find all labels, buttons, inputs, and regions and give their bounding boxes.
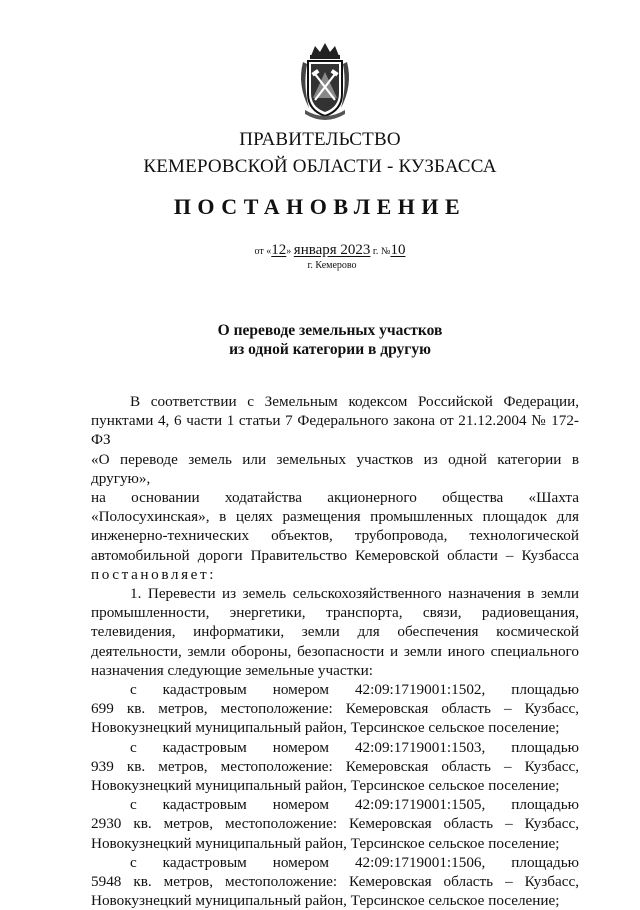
body-line: 699 кв. метров, местоположение: Кемеровская область – Кузбасс,: [91, 700, 579, 718]
body-line: «Полосухинская», в целях размещения промышленных площадок для: [91, 508, 579, 526]
body-line: инженерно-технических объектов, трубопровода, технологической: [91, 527, 579, 545]
government-name-line1: ПРАВИТЕЛЬСТВО: [239, 129, 401, 150]
coat-of-arms-emblem: [295, 40, 355, 120]
body-line: 1. Перевести из земель сельскохозяйственного назначения в земли: [130, 585, 579, 603]
body-line: Новокузнецкий муниципальный район, Терсинское сельское поселение;: [91, 834, 560, 852]
body-line: Новокузнецкий муниципальный район, Терсинское сельское поселение;: [91, 719, 560, 737]
subject-line2: из одной категории в другую: [229, 341, 431, 358]
body-line: с кадастровым номером 42:09:1719001:1506, площадью: [130, 853, 579, 871]
city-name: г. Кемерово: [307, 260, 357, 271]
date-close-quote: »: [286, 246, 292, 257]
body-line: с кадастровым номером 42:09:1719001:1503, площадью: [130, 738, 579, 756]
body-line-decree: постановляет:: [91, 565, 217, 583]
body-line: назначения следующие земельные участки:: [91, 661, 373, 679]
date-year-suffix: г.: [372, 246, 379, 257]
document-number: 10: [390, 242, 406, 258]
subject-line1: О переводе земельных участков: [217, 322, 443, 339]
body-line: с кадастровым номером 42:09:1719001:1502, площадью: [130, 681, 579, 699]
body-line: В соответствии с Земельным кодексом Российской Федерации,: [130, 393, 579, 410]
body-line: 2930 кв. метров, местоположение: Кемеровская область – Кузбасс,: [91, 815, 579, 833]
date-month-year: января 2023: [293, 242, 371, 258]
government-name-line2: КЕМЕРОВСКОЙ ОБЛАСТИ - КУЗБАССА: [143, 156, 497, 177]
body-line: Новокузнецкий муниципальный район, Терсинское сельское поселение;: [91, 777, 560, 795]
date-day: 12: [271, 242, 287, 258]
body-line: промышленности, энергетики, транспорта, связи, радиовещания,: [91, 604, 579, 622]
body-line: «О переводе земель или земельных участков из одной категории в другую»,: [91, 450, 579, 487]
document-body: [91, 392, 579, 910]
body-line: телевидения, информатики, земли для обеспечения космической: [91, 623, 579, 641]
body-line: 939 кв. метров, местоположение: Кемеровская область – Кузбасс,: [91, 757, 579, 775]
body-line: на основании ходатайства акционерного общества «Шахта: [91, 489, 579, 507]
body-line: автомобильной дороги Правительство Кемеровской области – Кузбасса: [91, 546, 579, 564]
number-sign: №: [380, 246, 391, 257]
document-type-title: ПОСТАНОВЛЕНИЕ: [173, 194, 467, 219]
body-line: Новокузнецкий муниципальный район, Терсинское сельское поселение;: [91, 892, 560, 910]
body-line: 5948 кв. метров, местоположение: Кемеровская область – Кузбасс,: [91, 873, 579, 891]
document-subject: [0, 321, 640, 359]
date-prefix: от «: [254, 246, 272, 257]
body-line: пунктами 4, 6 части 1 статьи 7 Федерального закона от 21.12.2004 № 172-ФЗ: [91, 412, 579, 449]
body-line: с кадастровым номером 42:09:1719001:1505, площадью: [130, 796, 579, 814]
document-date-line: [0, 241, 640, 261]
body-line: деятельности, земли обороны, безопасности и земли иного специального: [91, 642, 579, 660]
